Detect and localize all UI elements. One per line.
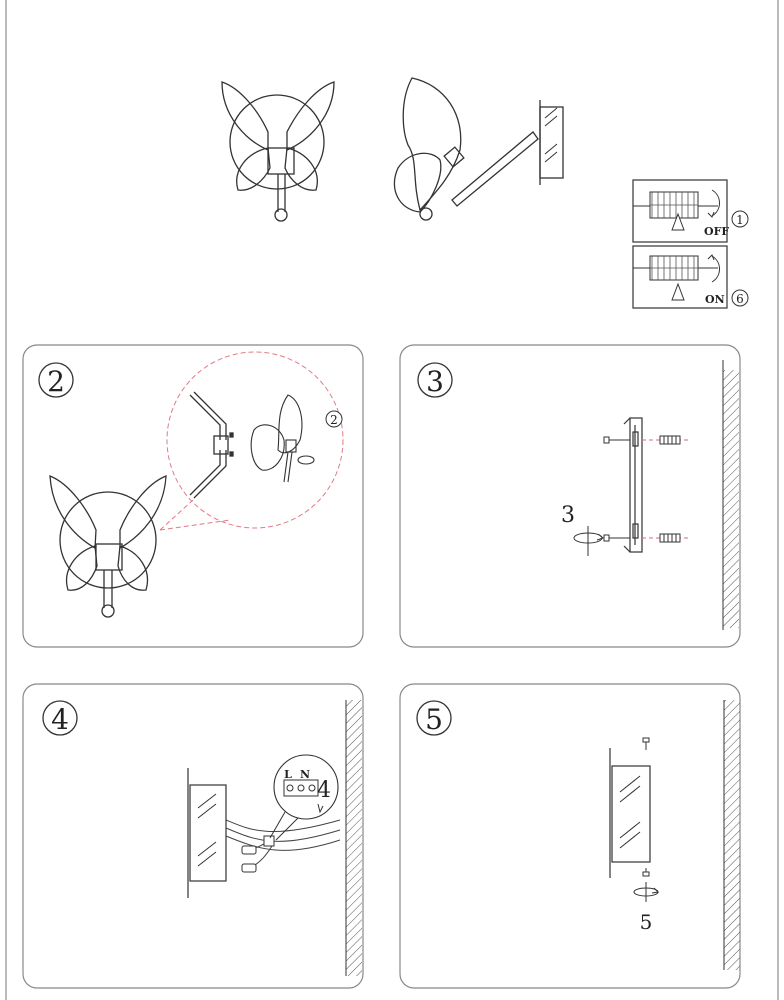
step-3-number: 3 xyxy=(426,365,444,398)
step-3-callout: 3 xyxy=(561,503,575,528)
wire-label-l: L xyxy=(284,768,292,781)
step-4-number: 4 xyxy=(51,703,69,736)
panel-step-4 xyxy=(23,684,363,988)
step-5-callout: 5 xyxy=(639,910,653,934)
lamp-side-view xyxy=(394,78,563,220)
switch-on-diagram xyxy=(633,246,748,308)
switch-off-label: OFF xyxy=(704,225,730,238)
switch-off-step: 1 xyxy=(736,213,744,227)
step-2-callout: 2 xyxy=(330,413,338,427)
switch-off-diagram xyxy=(633,180,748,242)
switch-on-label: ON xyxy=(705,293,725,306)
wire-label-n: N xyxy=(299,768,311,781)
step-5-number: 5 xyxy=(425,703,443,736)
lamp-front-view xyxy=(222,82,334,221)
panel-step-3 xyxy=(400,345,740,647)
switch-on-step: 6 xyxy=(736,292,744,306)
panel-step-2 xyxy=(23,345,363,647)
panel-step-5 xyxy=(400,684,740,988)
step-2-number: 2 xyxy=(47,365,65,398)
step-4-callout: 4 xyxy=(317,778,331,803)
